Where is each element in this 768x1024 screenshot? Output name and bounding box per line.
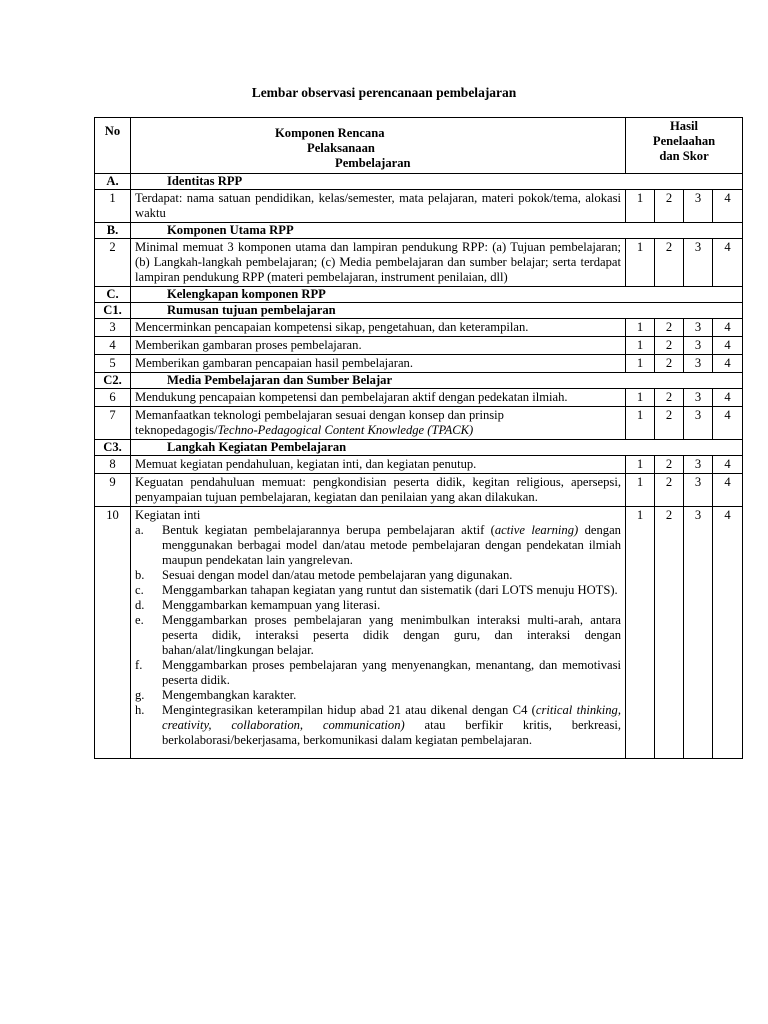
score-4: 4 — [713, 190, 743, 223]
score-3: 3 — [684, 239, 713, 287]
header-hasil-line-2: Penelaahan — [652, 134, 716, 148]
sub-item-text: Mengembangkan karakter. — [162, 688, 297, 702]
section-row-c — [95, 287, 743, 303]
item-no: 10 — [95, 507, 131, 759]
sub-item-h — [135, 703, 621, 748]
item-row-6 — [95, 389, 743, 407]
header-hasil-line-1: Hasil — [670, 119, 699, 133]
item-row-5 — [95, 355, 743, 373]
header-komponen-line-1: Komponen Rencana — [275, 126, 385, 140]
sub-item-text: Menggambarkan proses pembelajaran yang menyenangkan, menantang, dan memotivasi peserta didik. — [162, 658, 621, 687]
item-row-8 — [95, 456, 743, 474]
item-text: Mencerminkan pencapaian kompetensi sikap, pengetahuan, dan keterampilan. — [131, 319, 626, 337]
sub-item-letter: c. — [135, 583, 144, 597]
score-3: 3 — [684, 507, 713, 759]
score-1: 1 — [626, 319, 655, 337]
item-no: 1 — [95, 190, 131, 223]
item-row-7 — [95, 407, 743, 440]
section-code: C2. — [95, 373, 131, 389]
item-intro: Kegiatan inti — [135, 508, 201, 522]
header-hasil — [626, 118, 743, 174]
item-text: Memuat kegiatan pendahuluan, kegiatan inti, dan kegiatan penutup. — [131, 456, 626, 474]
item-text: Memberikan gambaran pencapaian hasil pembelajaran. — [131, 355, 626, 373]
score-1: 1 — [626, 337, 655, 355]
score-3: 3 — [684, 456, 713, 474]
sub-item-b — [135, 568, 621, 583]
header-komponen — [131, 118, 626, 174]
sub-item-c — [135, 583, 621, 598]
item-text: Keguatan pendahuluan memuat: pengkondisian peserta didik, kegitan religious, apersepsi, penyampaian tujuan pembelajaran, kegiatan dan penilaian yang akan dilakukan. — [131, 474, 626, 507]
score-4: 4 — [713, 319, 743, 337]
sub-item-text: Mengintegrasikan keterampilan hidup abad 21 atau dikenal dengan C4 ( — [162, 703, 536, 717]
sub-item-d — [135, 598, 621, 613]
sub-item-f — [135, 658, 621, 688]
score-3: 3 — [684, 190, 713, 223]
sub-item-letter: e. — [135, 613, 144, 627]
section-code: C3. — [95, 440, 131, 456]
item-text: Terdapat: nama satuan pendidikan, kelas/semester, mata pelajaran, materi pokok/tema, alokasi waktu — [131, 190, 626, 223]
score-2: 2 — [655, 355, 684, 373]
score-1: 1 — [626, 355, 655, 373]
sub-item-text: Menggambarkan tahapan kegiatan yang runtut dan sistematik (dari LOTS menuju HOTS). — [162, 583, 618, 597]
item-row-2 — [95, 239, 743, 287]
score-4: 4 — [713, 507, 743, 759]
score-4: 4 — [713, 456, 743, 474]
table-header-row — [95, 118, 743, 174]
score-1: 1 — [626, 456, 655, 474]
sub-item-letter: b. — [135, 568, 145, 582]
header-hasil-line-3: dan Skor — [659, 149, 709, 163]
item-text — [131, 407, 626, 440]
score-1: 1 — [626, 507, 655, 759]
item-row-4 — [95, 337, 743, 355]
section-code: C. — [95, 287, 131, 303]
item-text-plain: Memanfaatkan teknologi pembelajaran sesuai dengan konsep dan prinsip teknopedagogis/ — [135, 408, 504, 437]
header-no — [95, 118, 131, 174]
item-text-italic: Techno-Pedagogical Content Knowledge (TPACK) — [217, 423, 474, 437]
sub-item-letter: h. — [135, 703, 145, 717]
sub-item-letter: a. — [135, 523, 144, 537]
sub-item-letter: g. — [135, 688, 145, 702]
section-title: Media Pembelajaran dan Sumber Belajar — [131, 373, 743, 389]
section-row-b — [95, 223, 743, 239]
sub-item-text: Sesuai dengan model dan/atau metode pembelajaran yang digunakan. — [162, 568, 513, 582]
section-code: A. — [95, 174, 131, 190]
item-no: 4 — [95, 337, 131, 355]
score-3: 3 — [684, 355, 713, 373]
score-2: 2 — [655, 456, 684, 474]
score-4: 4 — [713, 474, 743, 507]
section-title: Rumusan tujuan pembelajaran — [131, 303, 743, 319]
score-2: 2 — [655, 190, 684, 223]
item-no: 7 — [95, 407, 131, 440]
score-1: 1 — [626, 407, 655, 440]
score-2: 2 — [655, 407, 684, 440]
document-title: Lembar observasi perencanaan pembelajaran — [251, 85, 517, 100]
header-komponen-line-2: Pelaksanaan — [307, 141, 375, 155]
item-no: 9 — [95, 474, 131, 507]
sub-item-text-tail: dengan menggunakan berbagai model dan/atau metode pembelajaran dengan pendekatan ilmiah maupun pendekatan lain yangrelevan. — [162, 523, 621, 567]
item-row-3 — [95, 319, 743, 337]
section-row-c2 — [95, 373, 743, 389]
item-row-9 — [95, 474, 743, 507]
score-1: 1 — [626, 389, 655, 407]
item-no: 2 — [95, 239, 131, 287]
score-4: 4 — [713, 337, 743, 355]
score-1: 1 — [626, 474, 655, 507]
section-code: C1. — [95, 303, 131, 319]
section-row-c3 — [95, 440, 743, 456]
sub-item-list — [135, 523, 621, 748]
score-3: 3 — [684, 389, 713, 407]
score-2: 2 — [655, 319, 684, 337]
score-2: 2 — [655, 474, 684, 507]
header-no-label: No — [104, 124, 121, 138]
item-no: 5 — [95, 355, 131, 373]
sub-item-text: Menggambarkan proses pembelajaran yang menimbulkan interaksi multi-arah, antara peserta didik, interaksi peserta didik dengan guru, dan interaksi dengan bahan/alat/lingkungan belajar. — [162, 613, 621, 657]
score-1: 1 — [626, 190, 655, 223]
observation-table — [94, 117, 743, 759]
sub-item-text: Menggambarkan kemampuan yang literasi. — [162, 598, 381, 612]
section-title: Komponen Utama RPP — [131, 223, 743, 239]
item-row-10 — [95, 507, 743, 759]
sub-item-italic: critical thinking, creativity, collaboration, communication) — [162, 703, 621, 732]
score-4: 4 — [713, 355, 743, 373]
sub-item-g — [135, 688, 621, 703]
section-code: B. — [95, 223, 131, 239]
section-row-c1 — [95, 303, 743, 319]
score-2: 2 — [655, 239, 684, 287]
item-text: Mendukung pencapaian kompetensi dan pembelajaran aktif dengan pedekatan ilmiah. — [131, 389, 626, 407]
item-no: 8 — [95, 456, 131, 474]
score-2: 2 — [655, 337, 684, 355]
score-3: 3 — [684, 319, 713, 337]
sub-item-text: Bentuk kegiatan pembelajarannya berupa pembelajaran aktif ( — [162, 523, 495, 537]
item-no: 3 — [95, 319, 131, 337]
item-text: Memberikan gambaran proses pembelajaran. — [131, 337, 626, 355]
score-1: 1 — [626, 239, 655, 287]
sub-item-text-tail: atau berfikir kritis, berkreasi, berkolaborasi/bekerjasama, berkomunikasi dalam kegiatan pembelajaran. — [162, 718, 621, 747]
item-text: Minimal memuat 3 komponen utama dan lampiran pendukung RPP: (a) Tujuan pembelajaran; (b) Langkah-langkah pembelajaran; (c) Media pembelajaran dan sumber belajar; serta terdapat lampiran pendukung RPP (materi pembelajaran, instrument penilaian, dll) — [131, 239, 626, 287]
score-4: 4 — [713, 389, 743, 407]
sub-item-a — [135, 523, 621, 568]
score-3: 3 — [684, 337, 713, 355]
section-title: Identitas RPP — [131, 174, 743, 190]
item-row-1 — [95, 190, 743, 223]
section-title: Kelengkapan komponen RPP — [131, 287, 743, 303]
header-komponen-line-3: Pembelajaran — [335, 156, 411, 170]
sub-item-letter: f. — [135, 658, 143, 672]
score-2: 2 — [655, 507, 684, 759]
score-3: 3 — [684, 474, 713, 507]
score-4: 4 — [713, 239, 743, 287]
score-4: 4 — [713, 407, 743, 440]
sub-item-letter: d. — [135, 598, 145, 612]
score-3: 3 — [684, 407, 713, 440]
section-row-a — [95, 174, 743, 190]
section-title: Langkah Kegiatan Pembelajaran — [131, 440, 743, 456]
sub-item-e — [135, 613, 621, 658]
item-text — [131, 507, 626, 759]
score-2: 2 — [655, 389, 684, 407]
sub-item-italic: active learning) — [494, 523, 579, 537]
item-no: 6 — [95, 389, 131, 407]
